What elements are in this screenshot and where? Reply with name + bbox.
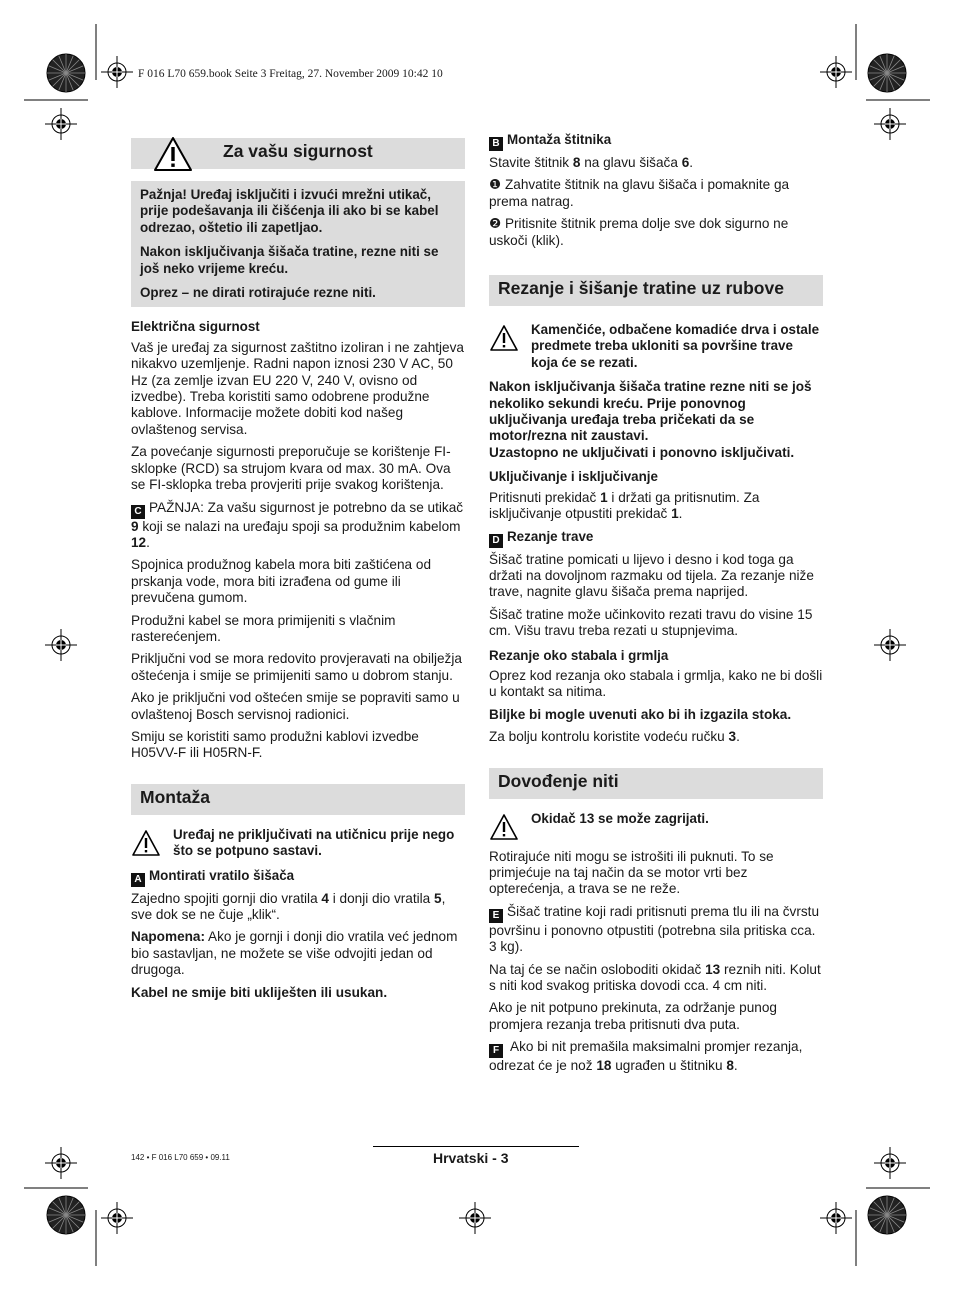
left-column	[131, 138, 465, 1007]
warning-row	[131, 827, 465, 860]
section-title: Montaža	[140, 786, 210, 807]
paragraph: Priključni vod se mora redovito provjeravati na obilježja oštećenja i smije se primijeniti samo u dobrom stanju.	[131, 651, 462, 683]
subheading: Električna sigurnost	[131, 319, 260, 335]
text: na glavu šišača	[580, 155, 682, 170]
paragraph: Oprez kod rezanja oko stabala i grmlja, kako ne bi došli u kontakt sa nitima.	[489, 667, 823, 700]
subheading	[489, 529, 823, 548]
paragraph	[131, 891, 465, 924]
text: .	[678, 506, 683, 522]
warning-text: Nakon isključivanja šišača tratine, rezne niti se još neko vrijeme kreću.	[140, 244, 439, 276]
paragraph: Uzastopno ne uključivati i ponovno isključivati.	[489, 444, 795, 460]
ref-number: 1	[600, 489, 608, 505]
text: Ako bi nit premašila maksimalni promjer rezanja, odrezat će je nož	[489, 1039, 803, 1074]
warning-triangle-icon	[489, 813, 519, 841]
text: Stavite štitnik	[489, 155, 573, 170]
page-label: Hrvatski - 3	[433, 1150, 509, 1166]
text: reznih niti. Kolut s niti kod svakog pritiska dovodi cca. 4 cm niti.	[489, 961, 821, 993]
paragraph	[489, 490, 823, 523]
note-label: Napomena:	[131, 929, 206, 945]
text: Pritisnuti prekidač	[489, 489, 601, 505]
text: .	[146, 534, 150, 550]
section-header-safety	[131, 138, 465, 169]
warning-row	[489, 322, 823, 371]
ref-number: 3	[728, 729, 737, 745]
warning-text: Okidač 13 se može zagrijati.	[531, 810, 709, 826]
text: Rezanje trave	[507, 528, 594, 544]
text: Šišač tratine koji radi pritisnuti prema tlu ili na čvrstu površinu i ponovno otpustiti (potrebna sila pritiska cca. 3 kg).	[489, 903, 820, 955]
figure-label-badge: F	[489, 1044, 503, 1058]
paragraph: Smiju se koristiti samo produžni kablovi izvedbe H05VV-F ili H05RN-F.	[131, 728, 419, 761]
paragraph: Nakon isključivanja šišača tratine rezne niti se još nekoliko sekundi kreću. Prije ponovnog uključivanja uređaja treba pričekati da se motor/rezna nit zaustavi.	[489, 379, 812, 444]
text: PAŽNJA: Za vašu sigurnost je potrebno da se utikač	[149, 499, 464, 515]
ref-number: 8	[572, 155, 581, 170]
text: , sve dok se ne čuje „klik“.	[131, 890, 446, 922]
text: Na taj će se način osloboditi okidač	[489, 961, 706, 977]
paragraph	[131, 500, 465, 552]
text: i držati ga pritisnutim. Za isključivanje otpustiti prekidač	[489, 489, 760, 522]
warning-text: Uređaj ne priključivati na utičnicu prije nego što se potpuno sastavi.	[173, 826, 455, 859]
text: Za bolju kontrolu koristite vodeću ručku	[489, 729, 729, 745]
section-title: Dovođenje niti	[498, 770, 619, 791]
paragraph: Ako je nit potpuno prekinuta, za održanje punog promjera rezanja treba pritisnuti dva puta.	[489, 1000, 777, 1032]
warning-text: Pažnja! Uređaj isključiti i izvući mrežni utikač, prije podešavanja ili čišćenja ili ako bi se kabel odrezao, oštetio ili zapetljao.	[140, 187, 439, 235]
ref-number: 6	[681, 155, 690, 170]
paragraph	[489, 1039, 823, 1074]
text: ugrađen u štitniku	[611, 1058, 727, 1074]
right-column	[489, 132, 823, 1081]
paragraph: Produžni kabel se mora primijeniti s vlačnim rasterećenjem.	[131, 612, 396, 644]
figure-label-badge: E	[489, 909, 503, 923]
paragraph	[489, 155, 823, 171]
warning-text: Kamenčiće, odbačene komadiće drva i ostale predmete treba ukloniti sa površine trave koja će se rezati.	[531, 322, 820, 370]
text: .	[733, 1058, 738, 1074]
paragraph: Biljke bi mogle uvenuti ako bi ih izgazila stoka.	[489, 706, 792, 722]
paragraph: Šišač tratine pomicati u lijevo i desno i kod toga ga držati na dovoljnom razmaku od tijela. Za rezanje niže trave, nagnite glavu šišača prema naprijed.	[489, 551, 814, 600]
ref-number: 1	[671, 506, 679, 522]
section-title: Za vašu sigurnost	[223, 141, 373, 161]
footer-rule	[373, 1146, 579, 1147]
paragraph	[131, 929, 465, 978]
paragraph	[489, 962, 823, 995]
text: Montaža štitnika	[507, 132, 612, 147]
paragraph: Spojnica produžnog kabela mora biti zaštićena od prskanja vode, mora biti izrađena od gume ili prevučena gumom.	[131, 557, 432, 606]
warning-triangle-icon	[131, 829, 161, 857]
paragraph: Za povećanje sigurnosti preporučuje se korištenje FI-sklopke (RCD) sa strujom kvara od max. 30 mA. Ova se FI-sklopka treba provjeriti prije svakog korištenja.	[131, 444, 451, 493]
subheading	[489, 132, 823, 151]
ref-number: 9	[131, 518, 139, 534]
text: koji se nalazi na uređaju spoji sa produžnim kabelom	[138, 518, 461, 534]
book-header: F 016 L70 659.book Seite 3 Freitag, 27. November 2009 10:42 10	[138, 68, 443, 80]
section-header-assembly	[131, 784, 465, 815]
paragraph: Šišač tratine može učinkovito rezati travu do visine 15 cm. Višu travu treba rezati u stupnjevima.	[489, 606, 813, 639]
ref-number: 18	[596, 1058, 612, 1074]
figure-label-badge: B	[489, 137, 503, 151]
ref-number: 4	[321, 890, 329, 906]
subheading: Rezanje oko stabala i grmlja	[489, 647, 669, 663]
paragraph: Ako je priključni vod oštećen smije se popraviti samo u ovlaštenoj Bosch servisnoj radionici.	[131, 690, 460, 722]
warning-text: Oprez – ne dirati rotirajuće rezne niti.	[140, 285, 376, 301]
paragraph	[489, 729, 823, 745]
figure-label-badge: D	[489, 534, 503, 548]
subheading: Uključivanje i isključivanje	[489, 469, 658, 485]
warning-triangle-icon	[153, 136, 193, 172]
warning-box	[131, 181, 465, 307]
text: .	[689, 155, 694, 170]
section-title: Rezanje i šišanje tratine uz rubove	[498, 278, 784, 299]
document-code: 142 • F 016 L70 659 • 09.11	[131, 1153, 230, 1162]
paragraph: Rotirajuće niti mogu se istrošiti ili puknuti. To se primjećuje na taj način da se motor vrti bez opterećenja, a trava se ne reže.	[489, 848, 774, 897]
figure-label-badge: A	[131, 873, 145, 887]
warning-triangle-icon	[489, 324, 519, 352]
paragraph	[489, 904, 823, 956]
paragraph: ❶ Zahvatite štitnik na glavu šišača i pomaknite ga prema natrag.	[489, 177, 790, 209]
figure-label-badge: C	[131, 505, 145, 519]
text: Montirati vratilo šišača	[149, 867, 295, 883]
text: .	[736, 729, 740, 745]
text: i donji dio vratila	[328, 890, 435, 906]
section-header-line-feed	[489, 768, 823, 799]
paragraph: ❷ Pritisnite štitnik prema dolje sve dok sigurno ne uskoči (klik).	[489, 216, 789, 248]
ref-number: 13	[705, 961, 721, 977]
ref-number: 8	[726, 1058, 734, 1074]
paragraph: Vaš je uređaj za sigurnost zaštitno izoliran i ne zahtjeva nikakvo uzemljenje. Radni napon iznosi 230 V AC, 50 Hz (za zemlje izvan EU 220 V, 240 V, ovisno od izvedbe). Treba koristiti samo odobrene produžne kablove. Informacije možete dobiti kod našeg ovlaštenog servisa.	[131, 339, 464, 437]
ref-number: 12	[131, 534, 147, 550]
warning-row	[489, 811, 823, 841]
paragraph: Kabel ne smije biti ukliješten ili usukan.	[131, 984, 388, 1000]
section-header-cutting	[489, 275, 823, 306]
ref-number: 5	[434, 890, 442, 906]
subheading	[131, 868, 465, 887]
text: Ako je gornji i donji dio vratila već jednom bio sastavljan, ne možete se više odvojiti jedan od drugoga.	[131, 929, 458, 978]
text: Zajedno spojiti gornji dio vratila	[131, 890, 322, 906]
